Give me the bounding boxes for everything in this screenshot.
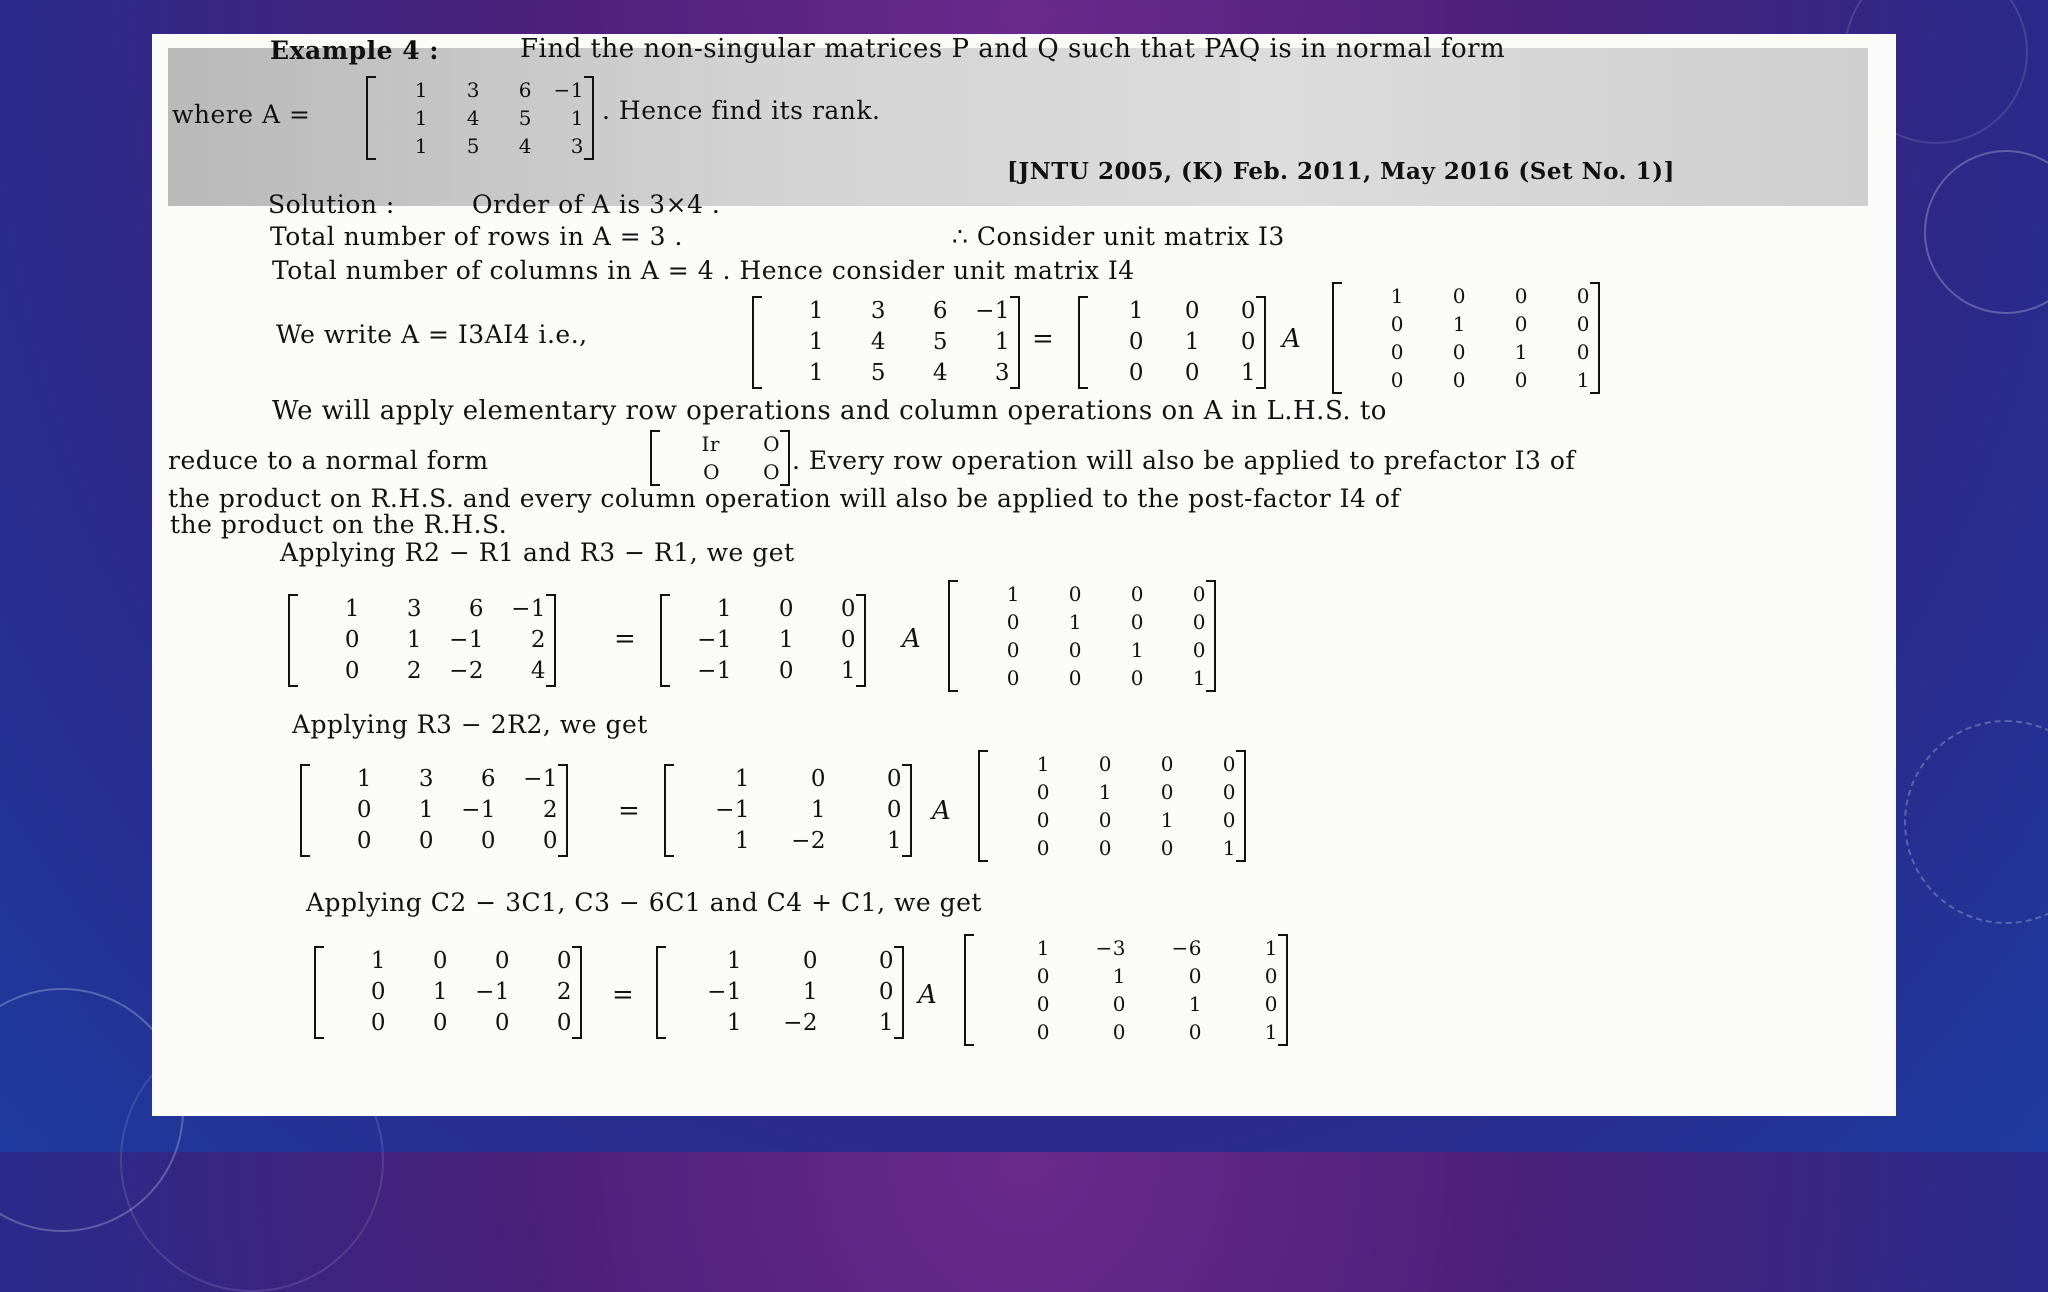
step-2-lhs-matrix: [300, 764, 568, 857]
matrix-cell: −1: [697, 627, 732, 653]
matrix-cell: 1: [1514, 340, 1528, 364]
matrix-cell: 0: [344, 658, 360, 684]
step-1-p-matrix: [660, 594, 866, 687]
matrix-cell: 0: [556, 948, 572, 974]
matrix-cell: 1: [1036, 752, 1050, 776]
matrix-cell: 1: [344, 596, 360, 622]
matrix-cell: 1: [1006, 582, 1020, 606]
matrix-cell: 1: [1264, 936, 1278, 960]
matrix-cell: 1: [1222, 836, 1236, 860]
matrix-cell: 0: [418, 828, 434, 854]
matrix-cell: 0: [1390, 340, 1404, 364]
step-3-heading: Applying C2 − 3C1, C3 − 6C1 and C4 + C1, we get: [306, 888, 982, 917]
matrix-cell: −1: [523, 766, 558, 792]
paragraph-2: the product on R.H.S. and every column operation will also be applied to the post-factor I4 of: [168, 484, 1401, 513]
matrix-cell: 1: [414, 106, 428, 130]
matrix-cell: 0: [1264, 992, 1278, 1016]
matrix-cell: 1: [1112, 964, 1126, 988]
matrix-cell: 0: [1184, 298, 1200, 324]
matrix-cell: 0: [1160, 836, 1174, 860]
reduce-text-2: . Every row operation will also be applied to prefactor I3 of: [792, 446, 1576, 475]
step-2-p-matrix: [664, 764, 912, 857]
matrix-cell: 1: [1188, 992, 1202, 1016]
step-3-p-matrix: [656, 946, 904, 1039]
example-label: Example 4 :: [270, 36, 440, 65]
matrix-cell: 2: [542, 797, 558, 823]
matrix-cell: 1: [1264, 1020, 1278, 1044]
cols-text: Total number of columns in A = 4 . Hence consider unit matrix I4: [272, 256, 1135, 285]
matrix-cell: 0: [1130, 610, 1144, 634]
matrix-i3: [1078, 296, 1266, 389]
rows-text: Total number of rows in A = 3 .: [270, 222, 683, 251]
matrix-cell: 0: [1240, 329, 1256, 355]
matrix-cell: 0: [1006, 666, 1020, 690]
matrix-cell: 0: [1036, 808, 1050, 832]
matrix-a-header: [366, 76, 594, 160]
matrix-cell: 4: [466, 106, 480, 130]
matrix-cell: 1: [570, 106, 584, 130]
normal-form-matrix: [650, 430, 790, 486]
matrix-cell: 0: [1006, 610, 1020, 634]
matrix-i4: [1332, 282, 1600, 394]
matrix-cell: 0: [432, 948, 448, 974]
hence-text: . Hence find its rank.: [602, 96, 881, 125]
matrix-cell: 0: [840, 596, 856, 622]
matrix-cell: 0: [1514, 312, 1528, 336]
matrix-cell: 0: [1222, 752, 1236, 776]
equals-sign: =: [1032, 324, 1055, 354]
matrix-cell: 6: [518, 78, 532, 102]
matrix-cell: 0: [1068, 582, 1082, 606]
matrix-cell: 0: [1068, 638, 1082, 662]
matrix-cell: 5: [932, 329, 948, 355]
matrix-cell: 0: [1036, 1020, 1050, 1044]
paragraph-1: We will apply elementary row operations and column operations on A in L.H.S. to: [272, 396, 1387, 426]
matrix-cell: 0: [542, 828, 558, 854]
matrix-a: [752, 296, 1020, 389]
matrix-cell: 0: [356, 797, 372, 823]
matrix-cell: 1: [726, 948, 742, 974]
matrix-cell: 0: [1452, 284, 1466, 308]
matrix-cell: 0: [1576, 312, 1590, 336]
matrix-cell: 1: [886, 828, 902, 854]
solution-label: Solution :: [268, 190, 395, 219]
matrix-cell: 1: [432, 979, 448, 1005]
matrix-cell: 0: [778, 596, 794, 622]
matrix-cell: O: [703, 460, 720, 484]
matrix-cell: 0: [1576, 284, 1590, 308]
matrix-cell: 0: [1514, 284, 1528, 308]
order-text: Order of A is 3×4 .: [472, 190, 721, 219]
matrix-cell: 4: [518, 134, 532, 158]
step-2-heading: Applying R3 − 2R2, we get: [292, 710, 648, 739]
matrix-cell: −2: [791, 828, 826, 854]
matrix-cell: 1: [802, 979, 818, 1005]
matrix-cell: −3: [1095, 936, 1126, 960]
matrix-cell: 0: [840, 627, 856, 653]
matrix-cell: 2: [406, 658, 422, 684]
matrix-cell: 0: [1192, 610, 1206, 634]
matrix-symbol-a: A: [918, 980, 938, 1010]
matrix-cell: 0: [1112, 992, 1126, 1016]
matrix-cell: 0: [886, 766, 902, 792]
matrix-cell: −2: [449, 658, 484, 684]
matrix-cell: 0: [1264, 964, 1278, 988]
matrix-cell: 0: [1192, 582, 1206, 606]
matrix-cell: 6: [480, 766, 496, 792]
matrix-cell: 3: [994, 360, 1010, 386]
matrix-cell: 2: [530, 627, 546, 653]
matrix-cell: 0: [1240, 298, 1256, 324]
matrix-cell: 5: [518, 106, 532, 130]
matrix-cell: −1: [475, 979, 510, 1005]
step-3-q-matrix: [964, 934, 1288, 1046]
matrix-cell: 0: [344, 627, 360, 653]
matrix-cell: 1: [878, 1010, 894, 1036]
consider-i3: ∴ Consider unit matrix I3: [952, 222, 1285, 251]
matrix-cell: 1: [414, 134, 428, 158]
matrix-cell: 1: [1128, 298, 1144, 324]
decor-circle: [1904, 720, 2048, 924]
matrix-cell: 0: [1036, 780, 1050, 804]
matrix-cell: 0: [1192, 638, 1206, 662]
matrix-cell: 0: [1128, 360, 1144, 386]
matrix-cell: O: [763, 460, 780, 484]
matrix-cell: 1: [356, 766, 372, 792]
matrix-cell: 0: [1128, 329, 1144, 355]
matrix-cell: 3: [466, 78, 480, 102]
matrix-cell: −1: [449, 627, 484, 653]
matrix-cell: 0: [1068, 666, 1082, 690]
step-1-q-matrix: [948, 580, 1216, 692]
matrix-cell: 1: [418, 797, 434, 823]
matrix-cell: 1: [734, 828, 750, 854]
matrix-cell: 0: [494, 948, 510, 974]
matrix-cell: 1: [1240, 360, 1256, 386]
matrix-cell: −2: [783, 1010, 818, 1036]
matrix-cell: 3: [418, 766, 434, 792]
matrix-cell: 0: [1160, 780, 1174, 804]
matrix-cell: 0: [1130, 582, 1144, 606]
matrix-cell: 0: [356, 828, 372, 854]
problem-statement: Find the non-singular matrices P and Q such that PAQ is in normal form: [520, 34, 1506, 64]
matrix-cell: 0: [1188, 1020, 1202, 1044]
matrix-cell: 0: [1098, 808, 1112, 832]
matrix-cell: 1: [1160, 808, 1174, 832]
matrix-cell: 1: [1098, 780, 1112, 804]
equals-sign: =: [614, 624, 637, 654]
matrix-cell: −1: [553, 78, 584, 102]
matrix-cell: 0: [1188, 964, 1202, 988]
matrix-cell: 0: [1222, 808, 1236, 832]
matrix-cell: 1: [808, 360, 824, 386]
matrix-cell: 0: [802, 948, 818, 974]
matrix-cell: 1: [370, 948, 386, 974]
matrix-cell: 0: [556, 1010, 572, 1036]
matrix-cell: 1: [1184, 329, 1200, 355]
matrix-cell: 5: [466, 134, 480, 158]
matrix-cell: 1: [1130, 638, 1144, 662]
matrix-cell: 3: [570, 134, 584, 158]
matrix-cell: 0: [1222, 780, 1236, 804]
matrix-cell: 0: [878, 979, 894, 1005]
matrix-cell: 1: [1452, 312, 1466, 336]
matrix-cell: 0: [886, 797, 902, 823]
matrix-cell: 1: [810, 797, 826, 823]
matrix-cell: 0: [494, 1010, 510, 1036]
matrix-cell: −1: [461, 797, 496, 823]
matrix-cell: O: [763, 432, 780, 456]
matrix-cell: 1: [808, 329, 824, 355]
matrix-cell: 1: [994, 329, 1010, 355]
matrix-cell: 6: [468, 596, 484, 622]
scanned-page: [152, 34, 1896, 1116]
where-label: where A =: [172, 100, 311, 129]
matrix-cell: −1: [715, 797, 750, 823]
matrix-cell: Ir: [701, 432, 720, 456]
we-write: We write A = I3AI4 i.e.,: [276, 320, 588, 349]
matrix-cell: 1: [778, 627, 794, 653]
matrix-cell: 0: [480, 828, 496, 854]
matrix-cell: 2: [556, 979, 572, 1005]
matrix-cell: 0: [1036, 964, 1050, 988]
reduce-text: reduce to a normal form: [168, 446, 489, 475]
matrix-cell: 0: [370, 1010, 386, 1036]
matrix-cell: 1: [406, 627, 422, 653]
equals-sign: =: [618, 796, 641, 826]
paragraph-3: the product on the R.H.S.: [170, 510, 508, 539]
matrix-cell: 4: [932, 360, 948, 386]
matrix-cell: 1: [414, 78, 428, 102]
matrix-cell: 1: [716, 596, 732, 622]
matrix-cell: 0: [1006, 638, 1020, 662]
matrix-cell: 1: [734, 766, 750, 792]
matrix-cell: 0: [1390, 368, 1404, 392]
matrix-cell: 1: [808, 298, 824, 324]
matrix-cell: 0: [1036, 992, 1050, 1016]
matrix-cell: 0: [878, 948, 894, 974]
matrix-cell: 0: [1098, 836, 1112, 860]
matrix-cell: 6: [932, 298, 948, 324]
matrix-cell: 0: [1390, 312, 1404, 336]
matrix-cell: −1: [511, 596, 546, 622]
matrix-cell: 1: [1036, 936, 1050, 960]
source-citation: [JNTU 2005, (K) Feb. 2011, May 2016 (Set No. 1)]: [1007, 158, 1675, 185]
matrix-cell: −1: [697, 658, 732, 684]
matrix-cell: 4: [530, 658, 546, 684]
equals-sign: =: [612, 980, 635, 1010]
matrix-symbol-a: A: [902, 624, 922, 654]
matrix-cell: 0: [432, 1010, 448, 1036]
matrix-cell: 1: [1192, 666, 1206, 690]
matrix-cell: 3: [870, 298, 886, 324]
matrix-cell: 3: [406, 596, 422, 622]
matrix-cell: 0: [1184, 360, 1200, 386]
matrix-cell: 1: [1576, 368, 1590, 392]
matrix-cell: 0: [1514, 368, 1528, 392]
matrix-cell: 0: [778, 658, 794, 684]
step-1-lhs-matrix: [288, 594, 556, 687]
step-1-heading: Applying R2 − R1 and R3 − R1, we get: [280, 538, 795, 567]
matrix-symbol-a: A: [1282, 324, 1302, 354]
matrix-cell: 0: [1160, 752, 1174, 776]
matrix-cell: 0: [1452, 368, 1466, 392]
matrix-cell: 0: [1098, 752, 1112, 776]
matrix-cell: −1: [975, 298, 1010, 324]
matrix-cell: 1: [726, 1010, 742, 1036]
matrix-cell: 0: [1130, 666, 1144, 690]
decor-circle: [1924, 150, 2048, 314]
matrix-symbol-a: A: [932, 796, 952, 826]
matrix-cell: −1: [707, 979, 742, 1005]
matrix-cell: 4: [870, 329, 886, 355]
matrix-cell: 0: [1112, 1020, 1126, 1044]
matrix-cell: 1: [840, 658, 856, 684]
matrix-cell: 0: [810, 766, 826, 792]
matrix-cell: 0: [1036, 836, 1050, 860]
matrix-cell: 1: [1390, 284, 1404, 308]
matrix-cell: 0: [1452, 340, 1466, 364]
matrix-cell: 5: [870, 360, 886, 386]
matrix-cell: −6: [1171, 936, 1202, 960]
step-3-lhs-matrix: [314, 946, 582, 1039]
matrix-cell: 1: [1068, 610, 1082, 634]
matrix-cell: 0: [1576, 340, 1590, 364]
step-2-q-matrix: [978, 750, 1246, 862]
matrix-cell: 0: [370, 979, 386, 1005]
